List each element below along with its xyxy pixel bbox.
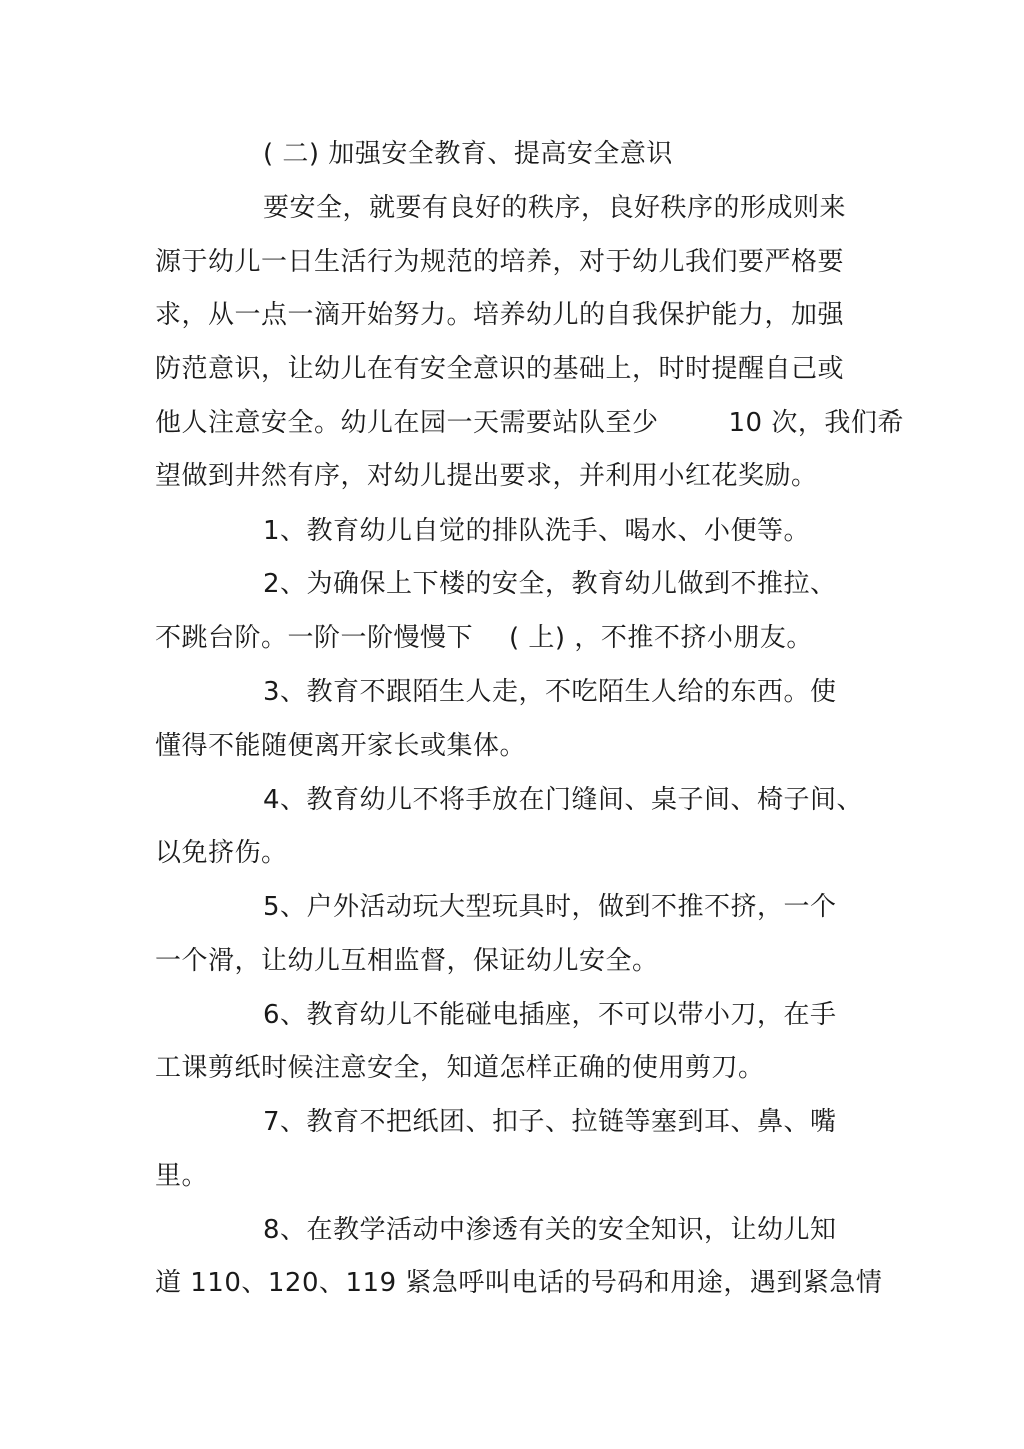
list-item-3-cont: 懂得不能随便离开家长或集体。 bbox=[155, 731, 527, 761]
list-item-2: 2、为确保上下楼的安全，教育幼儿做到不推拉、 bbox=[263, 569, 837, 599]
paragraph-line: 求，从一点一滴开始努力。培养幼儿的自我保护能力，加强 bbox=[155, 300, 845, 330]
paragraph-line: 望做到井然有序，对幼儿提出要求，并利用小红花奖励。 bbox=[155, 461, 818, 491]
paragraph-text: ( 上) ，不推不挤小朋友。 bbox=[509, 623, 813, 653]
paragraph-text: 他人注意安全。幼儿在园一天需要站队至少 bbox=[155, 408, 659, 438]
list-item-6-cont: 工课剪纸时候注意安全，知道怎样正确的使用剪刀。 bbox=[155, 1053, 765, 1083]
list-item-2-cont bbox=[155, 620, 813, 656]
list-item-6: 6、教育幼儿不能碰电插座，不可以带小刀，在手 bbox=[263, 1000, 837, 1030]
list-item-1: 1、教育幼儿自觉的排队洗手、喝水、小便等。 bbox=[263, 516, 811, 546]
list-item-5: 5、户外活动玩大型玩具时，做到不推不挤，一个 bbox=[263, 892, 837, 922]
list-item-5-cont: 一个滑，让幼儿互相监督，保证幼儿安全。 bbox=[155, 946, 659, 976]
paragraph-line: 防范意识，让幼儿在有安全意识的基础上，时时提醒自己或 bbox=[155, 354, 845, 384]
section-heading: ( 二) 加强安全教育、提高安全意识 bbox=[263, 139, 673, 169]
list-item-3: 3、教育不跟陌生人走，不吃陌生人给的东西。使 bbox=[263, 677, 837, 707]
list-item-4: 4、教育幼儿不将手放在门缝间、桌子间、椅子间、 bbox=[263, 785, 864, 815]
list-item-8: 8、在教学活动中渗透有关的安全知识，让幼儿知 bbox=[263, 1215, 837, 1245]
paragraph-text: 不跳台阶。一阶一阶慢慢下 bbox=[155, 623, 474, 653]
list-item-7: 7、教育不把纸团、扣子、拉链等塞到耳、鼻、嘴 bbox=[263, 1107, 837, 1137]
paragraph-line: 要安全，就要有良好的秩序，良好秩序的形成则来 bbox=[263, 193, 847, 223]
paragraph-text: 10 次，我们希 bbox=[728, 408, 904, 438]
paragraph-line: 源于幼儿一日生活行为规范的培养，对于幼儿我们要严格要 bbox=[155, 247, 845, 277]
list-item-8-cont: 道 110、120、119 紧急呼叫电话的号码和用途，遇到紧急情 bbox=[155, 1268, 883, 1298]
list-item-7-cont: 里。 bbox=[155, 1161, 209, 1191]
paragraph-line bbox=[155, 405, 904, 441]
list-item-4-cont: 以免挤伤。 bbox=[155, 838, 288, 868]
